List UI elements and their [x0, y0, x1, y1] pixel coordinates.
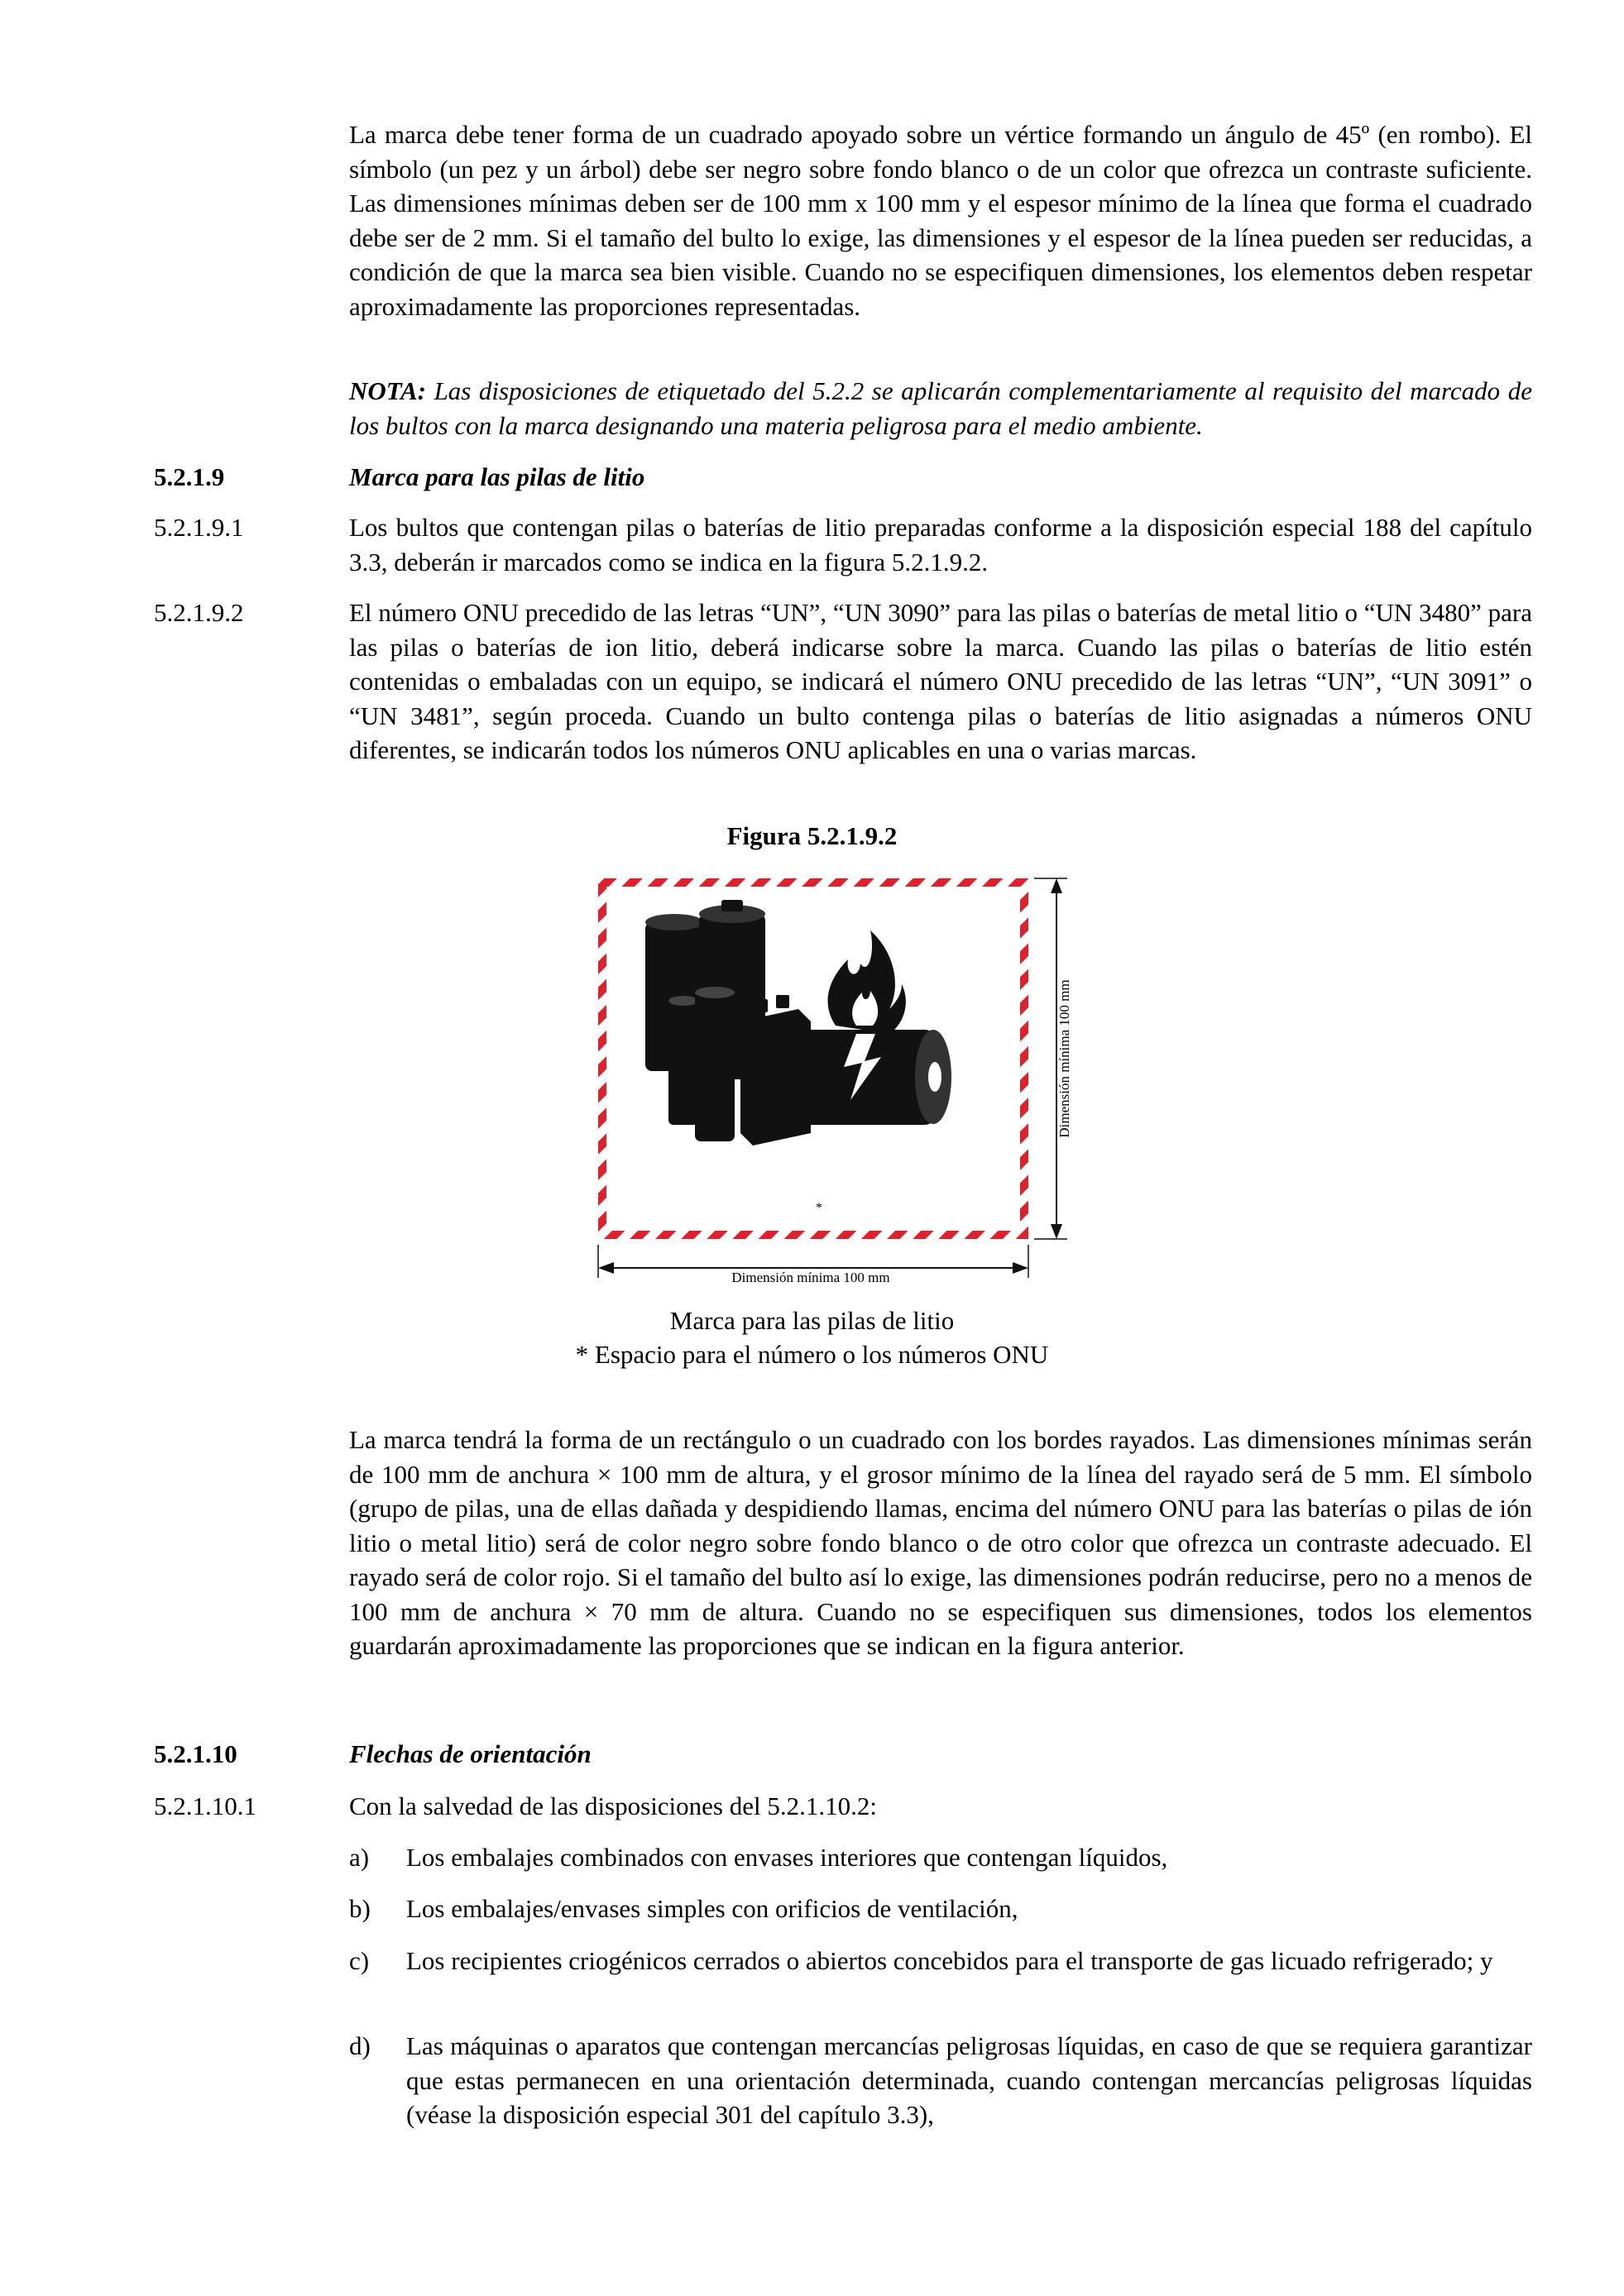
subsection-number-521101: 5.2.1.10.1	[154, 1791, 256, 1820]
subsection-number-52192: 5.2.1.9.2	[154, 598, 244, 627]
un-number-placeholder-asterisk: *	[816, 1201, 822, 1215]
horizontal-dimension-label: Dimensión mínima 100 mm	[731, 1270, 890, 1285]
subsection-text-52191: Los bultos que contengan pilas o baterías de litio preparadas conforme a la disposición especial 188 del capítulo 3.3, deberán ir marcados como se indica en la figura 5.2.1.9.2.	[349, 513, 1532, 576]
paragraph-environment-mark: La marca debe tener forma de un cuadrado apoyado sobre un vértice formando un ángulo de 45º (en rombo). El símbolo (un pez y un árbol) debe ser negro sobre fondo blanco o de un color que ofrezca un contraste suficiente. Las dimensiones mínimas deben ser de 100 mm x 100 mm y el espesor mínimo de la línea que forma el cuadrado debe ser de 2 mm. Si el tamaño del bulto lo exige, las dimensiones y el espesor de la línea pueden ser reducidas, a condición de que la marca sea bien visible. Cuando no se especifiquen dimensiones, los elementos deben respetar aproximadamente las proporciones representadas.	[349, 120, 1532, 321]
subsection-text-52192: El número ONU precedido de las letras “UN”, “UN 3090” para las pilas o baterías de metal litio o “UN 3480” para las pilas o baterías de ion litio, deberá indicarse sobre la marca. Cuando las pilas o baterías de litio estén contenidas o embaladas con un equipo, se indicará el número ONU precedido de las letras “UN”, “UN 3091” o “UN 3481”, según proceda. Cuando un bulto contenga pilas o baterías de litio asignadas a números ONU diferentes, se indicarán todos los números ONU aplicables en una o varias marcas.	[349, 598, 1532, 764]
list-item-c-text: Los recipientes criogénicos cerrados o abiertos concebidos para el transporte de gas licuado refrigerado; y	[406, 1946, 1493, 1975]
section-title-5219: Marca para las pilas de litio	[349, 462, 645, 491]
list-item-a-letter: a)	[349, 1843, 370, 1872]
list-item-b-text: Los embalajes/envases simples con orificios de ventilación,	[406, 1894, 1018, 1923]
figure-caption-note: * Espacio para el número o los números ONU	[575, 1340, 1049, 1369]
note-paragraph	[349, 374, 1532, 442]
lithium-battery-mark-figure	[571, 860, 1109, 1299]
figure-label: Figura 5.2.1.9.2	[726, 821, 898, 850]
section-number-52110: 5.2.1.10	[154, 1739, 237, 1768]
note-label: NOTA:	[349, 376, 426, 405]
note-text: Las disposiciones de etiquetado del 5.2.2 se aplicarán complementariamente al requisito del marcado de los bultos con la marca designando una materia peligrosa para el medio ambiente.	[349, 376, 1532, 440]
section-title-52110: Flechas de orientación	[349, 1739, 592, 1768]
list-item-b-letter: b)	[349, 1894, 371, 1923]
list-item-c-letter: c)	[349, 1946, 370, 1975]
section-number-5219: 5.2.1.9	[154, 462, 225, 491]
list-item-d-letter: d)	[349, 2031, 371, 2060]
subsection-text-521101: Con la salvedad de las disposiciones del 5.2.1.10.2:	[349, 1791, 877, 1820]
vertical-dimension-label: Dimensión mínima 100 mm	[1056, 979, 1072, 1138]
list-item-d-text: Las máquinas o aparatos que contengan mercancías peligrosas líquidas, en caso de que se requiera garantizar que estas permanecen en una orientación determinada, cuando contengan mercancías peligrosas líquidas (véase la disposición especial 301 del capítulo 3.3),	[406, 2031, 1532, 2129]
figure-caption-title: Marca para las pilas de litio	[669, 1306, 955, 1335]
list-item-a-text: Los embalajes combinados con envases interiores que contengan líquidos,	[406, 1843, 1168, 1872]
paragraph-mark-description: La marca tendrá la forma de un rectángulo o un cuadrado con los bordes rayados. Las dimensiones mínimas serán de 100 mm de anchura × 100 mm de altura, y el grosor mínimo de la línea del rayado será de 5 mm. El símbolo (grupo de pilas, una de ellas dañada y despidiendo llamas, encima del número ONU para las baterías o pilas de ión litio o metal litio) será de color negro sobre fondo blanco o de otro color que ofrezca un contraste adecuado. El rayado será de color rojo. Si el tamaño del bulto así lo exige, las dimensiones podrán reducirse, pero no a menos de 100 mm de anchura × 70 mm de altura. Cuando no se especifiquen sus dimensiones, todos los elementos guardarán aproximadamente las proporciones que se indican en la figura anterior.	[349, 1425, 1532, 1660]
subsection-number-52191: 5.2.1.9.1	[154, 513, 244, 542]
